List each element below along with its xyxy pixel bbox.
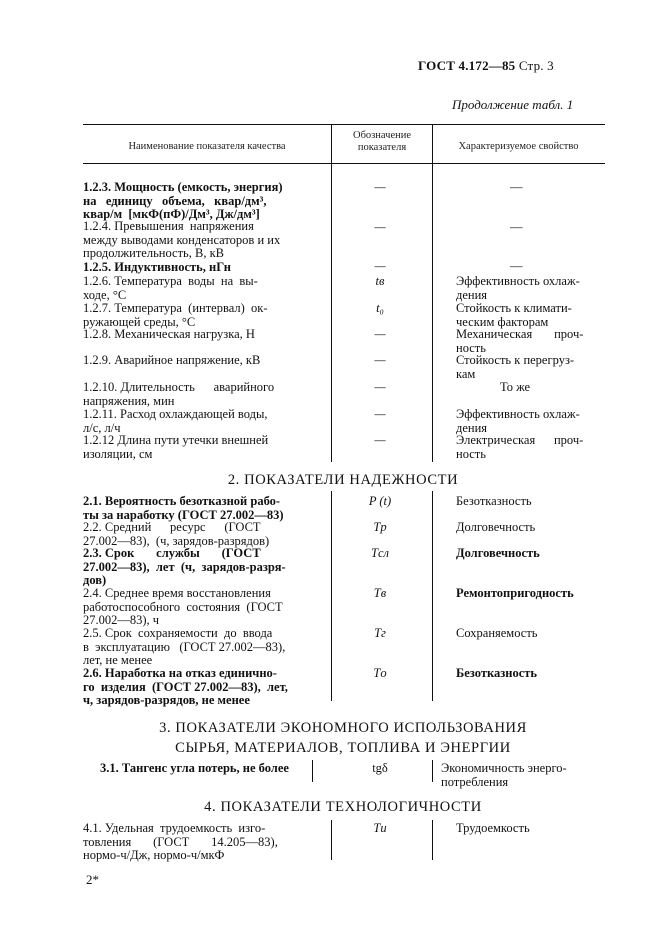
row-symbol: — (374, 259, 386, 273)
row-property: — (510, 180, 523, 194)
row-symbol: Tсл (371, 546, 389, 560)
page-number: Стр. 3 (518, 58, 554, 73)
section-title: 4. ПОКАЗАТЕЛИ ТЕХНОЛОГИЧНОСТИ (204, 799, 482, 815)
row-symbol: t₀ (376, 301, 384, 315)
row-name: 1.2.8. Механическая нагрузка, Н (83, 327, 255, 341)
row-property: Механическая проч- ность (456, 327, 584, 355)
column-header-property: Характеризуемое свойство (458, 141, 579, 152)
row-symbol: tgδ (372, 761, 388, 775)
row-property: Стойкость к перегруз- кам (456, 353, 575, 381)
row-symbol: Tв (373, 586, 387, 600)
row-property: Долговечность (456, 546, 540, 560)
row-property: Экономичность энерго- потребления (441, 761, 567, 789)
column-divider (432, 491, 433, 701)
document-header (418, 58, 554, 74)
row-symbol: — (374, 327, 386, 341)
row-property: Сохраняемость (456, 626, 538, 640)
row-property: Электрическая проч- ность (456, 433, 584, 461)
row-name: 2.5. Срок сохраняемости до ввода в эксплуатацию (ГОСТ 27.002—83), лет, не менее (83, 626, 286, 667)
row-name: 2.3. Срок службы (ГОСТ 27.002—83), лет (ч, зарядов-разря- дов) (83, 546, 286, 587)
row-symbol: — (374, 433, 386, 447)
row-property: Стойкость к климати- ческим факторам (456, 301, 572, 329)
doc-title: ГОСТ 4.172—85 (418, 58, 516, 73)
column-header-name: Наименование показателя качества (128, 141, 286, 152)
table-continuation-label: Продолжение табл. 1 (452, 97, 574, 112)
sheet-mark: 2* (86, 872, 99, 887)
row-name: 3.1. Тангенс угла потерь, не более (100, 761, 289, 775)
row-symbol: Tг (374, 626, 386, 640)
section-title: 3. ПОКАЗАТЕЛИ ЭКОНОМНОГО ИСПОЛЬЗОВАНИЯ СЫРЬЯ, МАТЕРИАЛОВ, ТОПЛИВА И ЭНЕРГИИ (159, 720, 527, 756)
row-name: 1.2.11. Расход охлаждающей воды, л/с, л/ч (83, 407, 268, 435)
row-symbol: Tр (373, 520, 387, 534)
row-name: 1.2.9. Аварийное напряжение, кВ (83, 353, 261, 367)
row-name: 1.2.10. Длительность аварийного напряжения, мин (83, 380, 275, 408)
column-divider (432, 820, 433, 860)
column-divider (432, 124, 433, 462)
row-name: 2.1. Вероятность безотказной рабо- ты за наработку (ГОСТ 27.002—83) (83, 494, 284, 522)
table-header-rule (83, 163, 605, 164)
row-property: Ремонтопригодность (456, 586, 574, 600)
row-property: Эффективность охлаж- дения (456, 274, 580, 302)
row-symbol: tв (375, 274, 385, 288)
section-title: 2. ПОКАЗАТЕЛИ НАДЕЖНОСТИ (227, 472, 459, 488)
row-symbol: — (374, 180, 386, 194)
row-symbol: — (374, 407, 386, 421)
row-property: Долговечность (456, 520, 536, 534)
row-property: Безотказность (456, 666, 538, 680)
row-property: — (510, 220, 523, 234)
row-property: То же (500, 380, 531, 394)
row-name: 1.2.12 Длина пути утечки внешней изоляции, см (83, 433, 269, 461)
row-name: 4.1. Удельная трудоемкость изго- товления (ГОСТ 14.205—83), нормо-ч/Дж, нормо-ч/мкФ (83, 821, 278, 862)
row-name: 1.2.3. Мощность (емкость, энергия) на единицу объема, квар/дм³, квар/м [мкФ(пФ)/Дм³, Дж/дм³] (83, 180, 283, 221)
row-name: 1.2.6. Температура воды на вы- ходе, °С (83, 274, 258, 302)
row-name: 1.2.5. Индуктивность, нГн (83, 260, 231, 274)
row-symbol: — (374, 220, 386, 234)
row-name: 2.2. Средний ресурс (ГОСТ 27.002—83), (ч, зарядов-разрядов) (83, 520, 270, 548)
row-name: 1.2.4. Превышения напряжения между выводами конденсаторов и их продолжительность, В, кВ (83, 219, 281, 260)
row-name: 1.2.7. Температура (интервал) ок- ружающей среды, °С (83, 301, 268, 329)
row-property: Трудоемкость (456, 821, 530, 835)
column-header-symbol: Обозначение показателя (352, 130, 412, 153)
row-property: Эффективность охлаж- дения (456, 407, 580, 435)
row-property: Безотказность (456, 494, 532, 508)
row-name: 2.6. Наработка на отказ единично- го изделия (ГОСТ 27.002—83), лет, ч, зарядов-разрядов, не менее (83, 666, 288, 707)
row-symbol: — (374, 380, 386, 394)
column-divider (432, 760, 433, 782)
row-symbol: P (t) (368, 494, 392, 508)
row-name: 2.4. Среднее время восстановления работоспособного состояния (ГОСТ 27.002—83), ч (83, 586, 283, 627)
row-symbol: — (374, 353, 386, 367)
row-symbol: Tо (373, 666, 387, 680)
table-top-rule (83, 124, 605, 125)
row-property: — (510, 259, 523, 273)
row-symbol: Tи (373, 821, 387, 835)
